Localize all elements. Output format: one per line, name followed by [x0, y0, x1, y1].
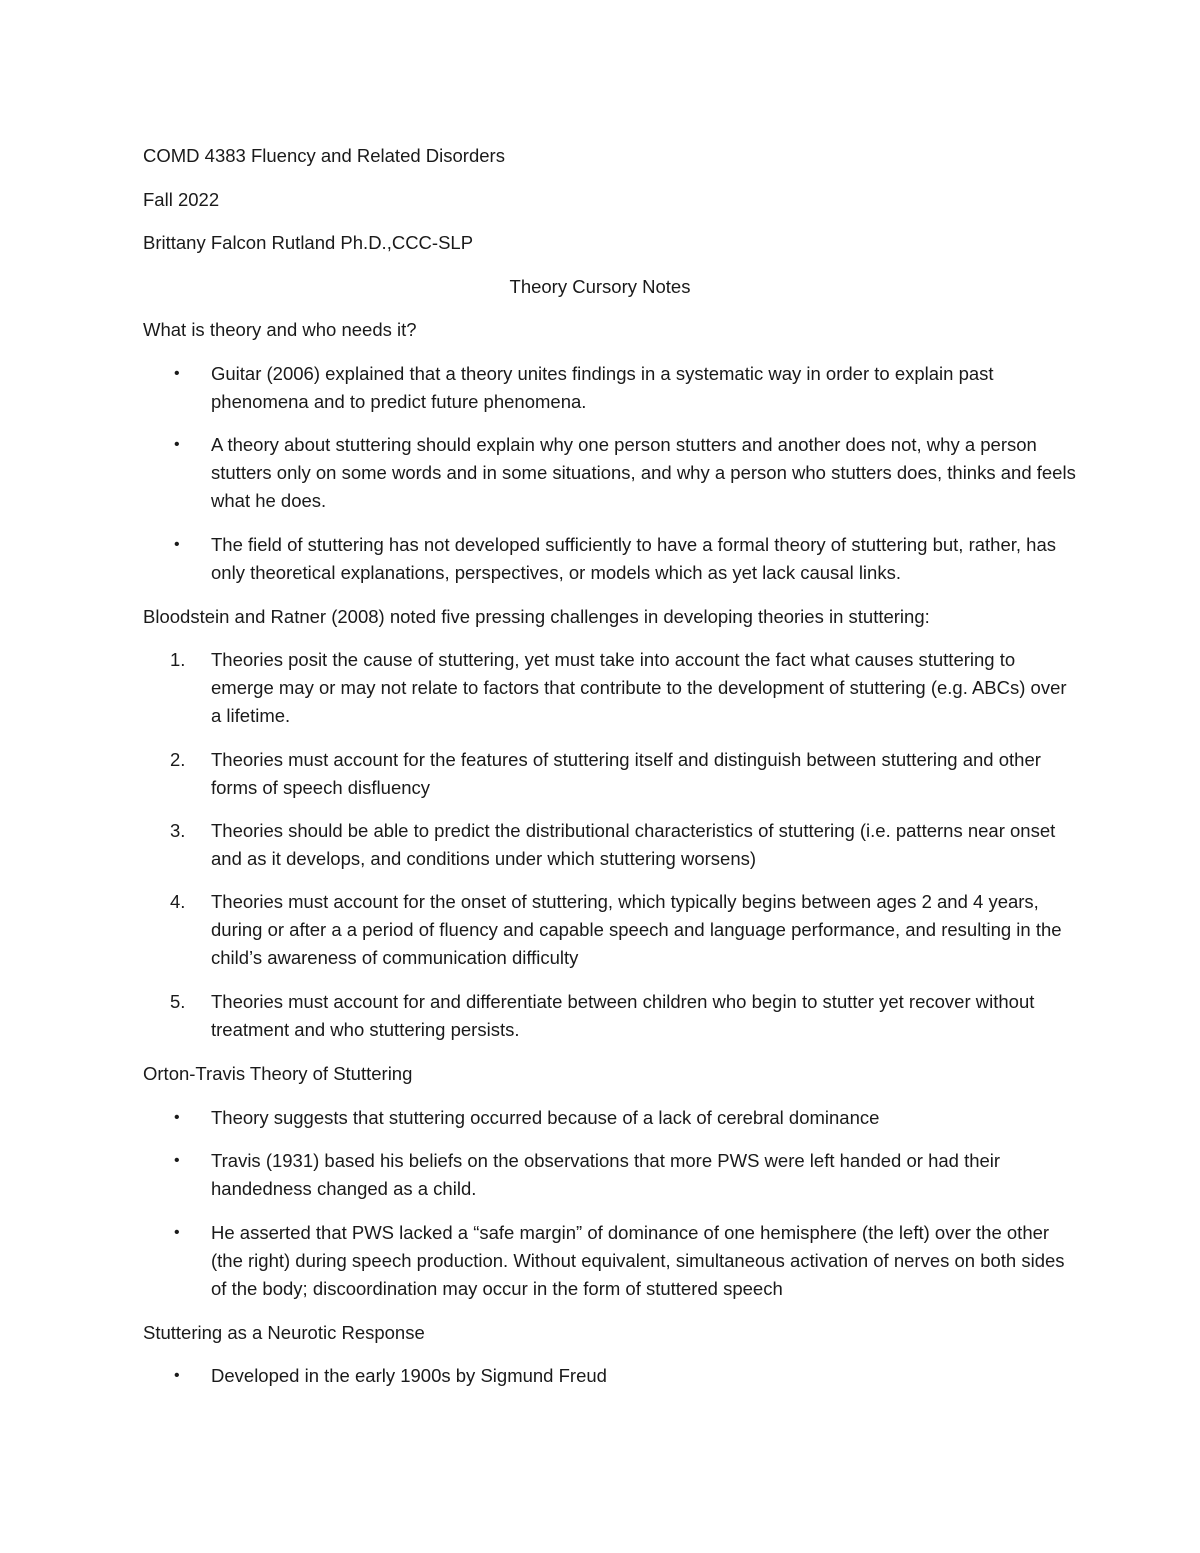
bullet-icon: •: [174, 436, 180, 453]
bullet-text: The field of stuttering has not developed sufficiently to have a formal theory of stuttering but, rather, has only theoretical explanations, perspectives, or models which as yet lack causal links.: [211, 534, 1056, 583]
document-title: Theory Cursory Notes: [509, 276, 691, 297]
bullet-icon: •: [174, 1152, 180, 1169]
item-number: 2.: [170, 749, 186, 770]
bullet-icon: •: [174, 365, 180, 382]
section-heading-what-is-theory: What is theory and who needs it?: [143, 319, 417, 340]
bullet-text: Travis (1931) based his beliefs on the observations that more PWS were left handed or had their handedness changed as a child.: [211, 1150, 1001, 1199]
item-text: Theories must account for the onset of stuttering, which typically begins between ages 2 and 4 years, during or after a a period of fluency and capable speech and language performance, and resulting in the child’s awareness of communication difficulty: [211, 891, 1062, 968]
item-text: Theories must account for and differentiate between children who begin to stutter yet recover without treatment and who stuttering persists.: [211, 991, 1035, 1040]
section-heading-neurotic-response: Stuttering as a Neurotic Response: [143, 1322, 425, 1343]
section-heading-orton-travis: Orton-Travis Theory of Stuttering: [143, 1063, 413, 1084]
bullet-text: Theory suggests that stuttering occurred because of a lack of cerebral dominance: [211, 1107, 880, 1128]
section-heading-challenges: Bloodstein and Ratner (2008) noted five pressing challenges in developing theories in stuttering:: [143, 606, 930, 627]
bullet-icon: •: [174, 1224, 180, 1241]
item-number: 4.: [170, 891, 186, 912]
item-number: 3.: [170, 820, 186, 841]
term: Fall 2022: [143, 189, 220, 210]
bullet-icon: •: [174, 536, 180, 553]
instructor-name: Brittany Falcon Rutland Ph.D.,CCC-SLP: [143, 232, 474, 253]
item-number: 1.: [170, 649, 186, 670]
bullet-text: Guitar (2006) explained that a theory unites findings in a systematic way in order to explain past phenomena and to predict future phenomena.: [211, 363, 994, 412]
bullet-text: He asserted that PWS lacked a “safe margin” of dominance of one hemisphere (the left) over the other (the right) during speech production. Without equivalent, simultaneous activation of nerves on both sides of the body; discoordination may occur in the form of stuttered speech: [211, 1222, 1065, 1299]
item-text: Theories posit the cause of stuttering, yet must take into account the fact what causes stuttering to emerge may or may not relate to factors that contribute to the development of stuttering (e.g. ABCs) over a lifetime.: [211, 649, 1067, 726]
course-title: COMD 4383 Fluency and Related Disorders: [143, 145, 505, 166]
bullet-icon: •: [174, 1367, 180, 1384]
bullet-text: A theory about stuttering should explain why one person stutters and another does not, why a person stutters only on some words and in some situations, and why a person who stutters does, thinks and feels what he does.: [211, 434, 1076, 511]
bullet-text: Developed in the early 1900s by Sigmund Freud: [211, 1365, 607, 1386]
item-number: 5.: [170, 991, 186, 1012]
item-text: Theories should be able to predict the distributional characteristics of stuttering (i.e. patterns near onset and as it develops, and conditions under which stuttering worsens): [211, 820, 1056, 869]
bullet-icon: •: [174, 1109, 180, 1126]
item-text: Theories must account for the features of stuttering itself and distinguish between stuttering and other forms of speech disfluency: [211, 749, 1041, 798]
